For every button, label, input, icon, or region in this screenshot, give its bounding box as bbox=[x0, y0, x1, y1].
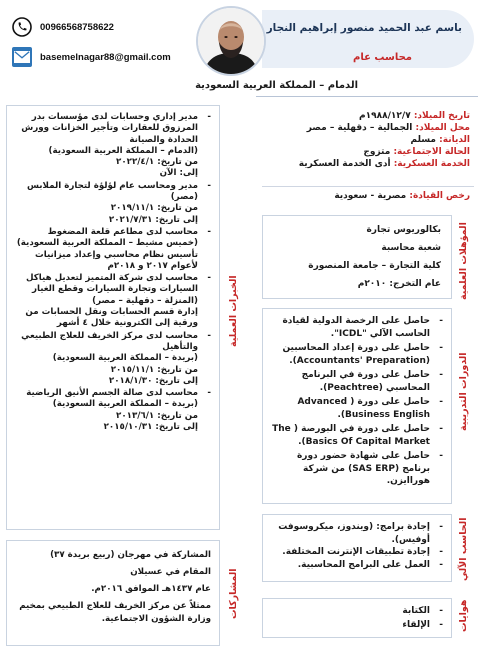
job-place: (المنزلة – دقهلية – مصر) bbox=[92, 295, 198, 306]
phone-contact bbox=[12, 17, 114, 37]
hobbies-title: هوايات bbox=[458, 600, 469, 633]
qualification-item: بكالوريوس تجارة bbox=[366, 225, 441, 235]
participation-line: المقام في عسيلان bbox=[130, 567, 211, 577]
phone-number: 00966568758622 bbox=[40, 21, 114, 33]
hobby-item: - الكتابة bbox=[271, 604, 443, 618]
military-label: الخدمة العسكرية: bbox=[393, 159, 470, 169]
job-to: إلى تاريخ: ٢٠٢١/٧/٣١ bbox=[108, 214, 198, 225]
computer-box bbox=[262, 514, 452, 582]
job-place: (بريدة – المملكة العربية السعودية) bbox=[52, 399, 198, 410]
job-role: - محاسب لدى مركز الخريف للعلاج الطبيعي والتأهيل bbox=[21, 330, 198, 352]
divider bbox=[256, 96, 478, 97]
birth-date-label: تاريخ الميلاد: bbox=[413, 111, 470, 121]
religion-label: الديانة: bbox=[439, 135, 470, 145]
job-role: - محاسب لدى شركة المتميز لتعديل هياكل السيارات وتجارة السيارات وقطع الغيار bbox=[25, 273, 198, 295]
birth-date-value: ١٩٨٨/١٢/٧م bbox=[359, 111, 411, 121]
experience-list bbox=[15, 112, 211, 434]
email-contact bbox=[12, 47, 171, 67]
computer-skill: - إجادة برامج: (ويندوز، ميكروسوفت أوفيس). bbox=[271, 521, 443, 546]
hobby-item: - الإلقاء bbox=[271, 618, 443, 632]
training-item: - حاصل على دورة إعداد المحاسبين (Accountants' Preparation). bbox=[271, 342, 443, 367]
birth-date-row bbox=[266, 110, 470, 122]
job-to: إلى تاريخ: ٢٠١٨/١/٣٠ bbox=[108, 375, 198, 386]
person-name: باسم عبد الحميد منصور إبراهيم النجار bbox=[266, 22, 462, 34]
participation-line: المشاركة في مهرجان (ربيع بريدة ٣٧) bbox=[50, 550, 211, 560]
religion-row bbox=[266, 134, 470, 146]
hobbies-list bbox=[271, 604, 443, 632]
computer-skill: - إجادة تطبيقات الإنترنت المختلفة. bbox=[271, 546, 443, 559]
birth-place-label: محل الميلاد: bbox=[415, 123, 470, 133]
training-item: - حاصل على دورة ( Advanced Business English). bbox=[271, 396, 443, 421]
qualifications-title: المؤهلات العلمية bbox=[458, 222, 469, 300]
qualifications-list bbox=[308, 224, 441, 296]
email-address: basemelnagar88@gmail.com bbox=[40, 51, 171, 63]
military-value: أدى الخدمة العسكرية bbox=[298, 159, 391, 169]
computer-list bbox=[271, 521, 443, 571]
experience-item bbox=[15, 181, 211, 226]
job-title: محاسب عام bbox=[353, 52, 412, 63]
marital-label: الحالة الاجتماعية: bbox=[393, 147, 470, 157]
qualifications-box bbox=[262, 215, 452, 299]
birth-place-value: الجمالية – دقهلية – مصر bbox=[306, 123, 413, 133]
license-label: رخص القيادة: bbox=[409, 191, 470, 201]
personal-info bbox=[266, 110, 470, 170]
phone-icon bbox=[12, 17, 32, 37]
participation-line: عام ١٤٣٧هـ الموافق ٢٠١٦م. bbox=[91, 584, 211, 594]
qualification-item: شعبة محاسبة bbox=[381, 243, 441, 253]
license-row bbox=[266, 191, 470, 201]
marital-row bbox=[266, 146, 470, 158]
qualification-item: عام التخرج: ٢٠١٠م bbox=[357, 279, 441, 289]
training-box bbox=[262, 308, 452, 504]
job-from: من تاريخ: ٢٠٢٢/٤/١ bbox=[116, 157, 198, 168]
participation-line: ممثلاً عن مركز الخريف للعلاج الطبيعي بمخيم وزارة الشؤون الاجتماعية. bbox=[19, 601, 211, 624]
training-title: الدورات التدريبية bbox=[458, 352, 469, 431]
experience-item bbox=[15, 273, 211, 329]
participations-box bbox=[6, 540, 220, 646]
job-role: - مدير إداري وحسابات لدى مؤسسات بدر المرزوق للعقارات وتأجير الخزانات وورش الحدادة والصيانة bbox=[21, 112, 198, 145]
participations-title: المشاركات bbox=[228, 568, 239, 619]
training-item: - حاصل على الرخصة الدولية لقيادة الحاسب الآلي "ICDL". bbox=[271, 315, 443, 340]
job-place: (بريدة – المملكة العربية السعودية) bbox=[52, 353, 198, 364]
job-from: من تاريخ: ٢٠١٣/٦/١ bbox=[116, 410, 198, 421]
training-list bbox=[271, 315, 443, 490]
job-to: لأعوام ٢٠١٧ و ٢٠١٨م bbox=[107, 260, 198, 271]
training-item: - حاصل على دورة في البورصة ( The Basics Of Capital Market). bbox=[271, 423, 443, 448]
license-value: مصرية - سعودية bbox=[334, 191, 407, 201]
job-role: - محاسب لدى مطاعم قلعة المضغوط bbox=[47, 226, 198, 237]
hobbies-box bbox=[262, 598, 452, 638]
military-row bbox=[266, 158, 470, 170]
experience-box bbox=[6, 105, 220, 530]
marital-value: متزوج bbox=[363, 147, 391, 157]
training-item: - حاصل على شهادة حضور دورة برنامج (SAS ERP) من شركة هوراايزن. bbox=[271, 450, 443, 488]
experience-item bbox=[15, 331, 211, 387]
envelope-icon bbox=[12, 47, 32, 67]
experience-item bbox=[15, 112, 211, 180]
computer-title: الحاسب الآلي bbox=[458, 518, 469, 582]
job-place: (خميس مشيط – المملكة العربية السعودية) bbox=[16, 238, 198, 249]
job-place: (الدمام – المملكة العربية السعودية) bbox=[48, 145, 198, 156]
divider bbox=[262, 186, 474, 187]
job-role: - محاسب لدى صالة الجسم الأنيق الرياضية bbox=[26, 388, 198, 399]
job-from: من تاريخ: ٢٠١٥/١١/١ bbox=[110, 364, 198, 375]
computer-skill: - العمل على البرامج المحاسبية. bbox=[271, 559, 443, 572]
training-item: - حاصل على دورة في البرنامج المحاسبي (Peachtree). bbox=[271, 369, 443, 394]
qualification-item: كلية التجارة – جامعة المنصورة bbox=[308, 261, 441, 271]
birth-place-row bbox=[266, 122, 470, 134]
job-to: إلى: الآن bbox=[159, 168, 198, 179]
name-banner bbox=[262, 10, 474, 68]
profile-photo bbox=[198, 8, 264, 74]
job-role: - مدير ومحاسب عام لؤلؤة لتجارة الملابس (مصر) bbox=[26, 180, 198, 203]
experience-item bbox=[15, 388, 211, 433]
participations-list bbox=[15, 549, 211, 630]
experience-title: الخبرات العملية bbox=[228, 275, 239, 347]
job-to: إلى تاريخ: ٢٠١٥/١٠/٣١ bbox=[103, 422, 198, 433]
job-from: تأسيس نظام محاسبي وإعداد ميزانيات bbox=[34, 249, 198, 260]
job-from: إدارة قسم الحسابات ونقل الحسابات من ورقية إلى الكترونية خلال ٤ أشهر bbox=[25, 307, 198, 329]
job-from: من تاريخ: ٢٠١٩/١١/١ bbox=[110, 203, 198, 214]
experience-item bbox=[15, 227, 211, 272]
location: الدمام – المملكة العربية السعودية bbox=[195, 80, 358, 91]
religion-value: مسلم bbox=[410, 135, 436, 145]
